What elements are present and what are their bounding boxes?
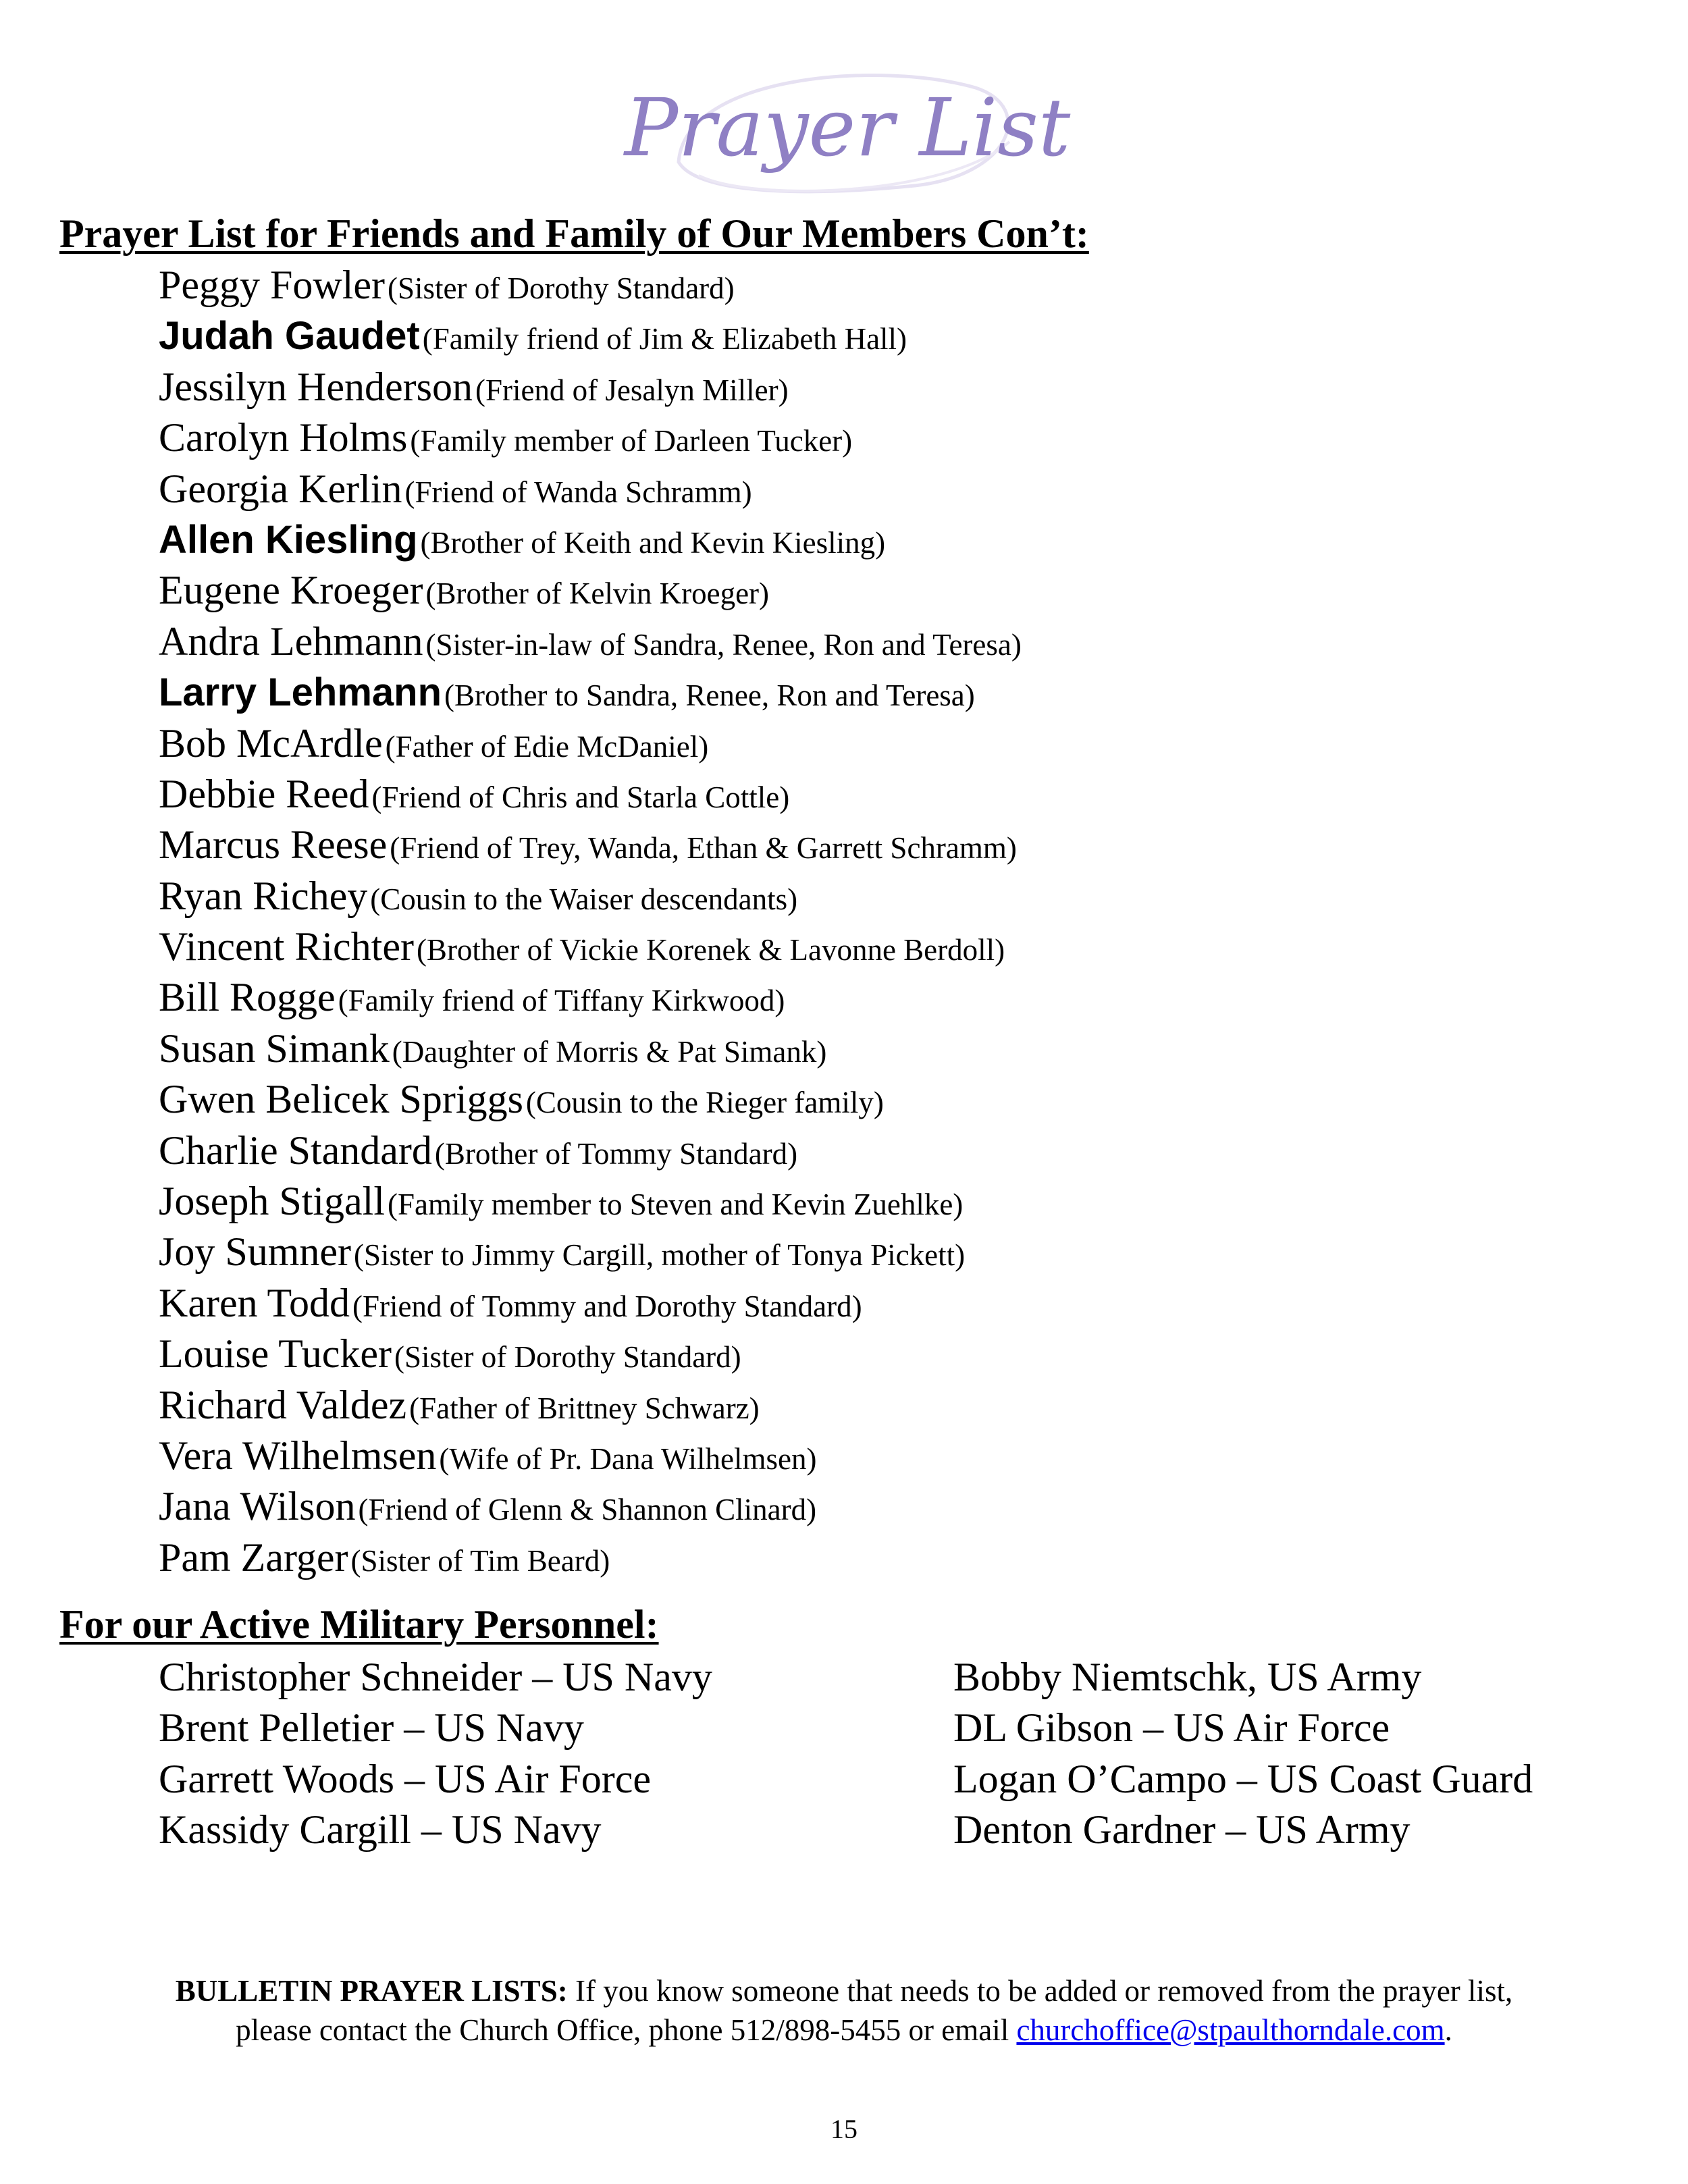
person-name: Richard Valdez (159, 1382, 407, 1427)
person-relation: (Brother of Kelvin Kroeger) (425, 577, 770, 611)
prayer-list-item (159, 565, 1022, 616)
bulletin-text-1: If you know someone that needs to be added or removed from the prayer list, (567, 1974, 1513, 2008)
military-person: Logan O’Campo – US Coast Guard (953, 1756, 1533, 1801)
military-section-heading: For our Active Military Personnel: (59, 1602, 659, 1647)
logo-text: Prayer List (624, 81, 1071, 174)
person-relation: (Friend of Glenn & Shannon Clinard) (358, 1493, 817, 1527)
prayer-list-item (159, 820, 1022, 870)
person-name: Gwen Belicek Spriggs (159, 1077, 523, 1122)
military-person: Brent Pelletier – US Navy (159, 1705, 584, 1751)
prayer-list-item (159, 1533, 1022, 1583)
person-relation: (Sister of Tim Beard) (350, 1543, 610, 1578)
person-relation: (Family member to Steven and Kevin Zuehlke) (388, 1188, 964, 1222)
prayer-list-item (159, 1176, 1022, 1227)
prayer-list-item (159, 922, 1022, 972)
prayer-list-item (159, 1380, 1022, 1431)
page-number: 15 (830, 2114, 858, 2144)
prayer-list-item (159, 871, 1022, 922)
prayer-list-item (159, 718, 1022, 769)
person-name: Marcus Reese (159, 822, 388, 868)
person-relation: (Cousin to the Rieger family) (525, 1086, 884, 1120)
person-name: Bob McArdle (159, 720, 383, 766)
church-office-email-link[interactable]: churchoffice@stpaulthorndale.com (1016, 2013, 1445, 2047)
person-name: Debbie Reed (159, 771, 369, 816)
person-relation: (Family member of Darleen Tucker) (410, 424, 853, 458)
prayer-list-item (159, 1125, 1022, 1176)
person-name: Karen Todd (159, 1280, 350, 1325)
prayer-list-item (159, 616, 1022, 667)
bulletin-label: BULLETIN PRAYER LISTS: (175, 1974, 568, 2008)
person-name: Carolyn Holms (159, 415, 408, 460)
person-relation: (Daughter of Morris & Pat Simank) (392, 1034, 827, 1069)
person-relation: (Brother of Tommy Standard) (434, 1136, 798, 1171)
prayer-list-item (159, 1074, 1022, 1125)
person-name: Vincent Richter (159, 924, 414, 969)
members-prayer-list (159, 260, 1022, 1583)
bulletin-line-1 (0, 1971, 1688, 2010)
military-person: Bobby Niemtschk, US Army (953, 1655, 1422, 1699)
prayer-list-item (159, 412, 1022, 463)
prayer-list-item (159, 1329, 1022, 1379)
person-relation: (Friend of Chris and Starla Cottle) (371, 780, 790, 814)
person-name: Louise Tucker (159, 1331, 392, 1377)
person-relation: (Brother to Sandra, Renee, Ron and Teresa) (444, 678, 975, 713)
prayer-list-item (159, 1481, 1022, 1532)
military-list-left (159, 1652, 712, 1856)
person-name: Jana Wilson (159, 1484, 356, 1529)
person-relation: (Sister to Jimmy Cargill, mother of Tonya Pickett) (354, 1238, 966, 1273)
person-name: Joseph Stigall (159, 1179, 386, 1224)
person-relation: (Friend of Jesalyn Miller) (475, 373, 789, 407)
person-name: Eugene Kroeger (159, 568, 423, 613)
person-name: Vera Wilhelmsen (159, 1433, 437, 1478)
person-relation: (Friend of Tommy and Dorothy Standard) (352, 1289, 862, 1323)
military-person: DL Gibson – US Air Force (953, 1705, 1390, 1751)
person-name: Jessilyn Henderson (159, 364, 473, 409)
person-name: Allen Kiesling (159, 517, 418, 562)
person-name: Bill Rogge (159, 975, 336, 1020)
person-name: Georgia Kerlin (159, 466, 402, 511)
person-relation: (Father of Edie McDaniel) (385, 729, 709, 764)
members-section-heading: Prayer List for Friends and Family of Our Members Con’t: (59, 211, 1089, 256)
person-relation: (Sister of Dorothy Standard) (394, 1340, 741, 1375)
prayer-list-item (159, 769, 1022, 820)
person-name: Ryan Richey (159, 873, 368, 918)
person-name: Peggy Fowler (159, 263, 385, 307)
military-person: Garrett Woods – US Air Force (159, 1756, 651, 1801)
military-person: Denton Gardner – US Army (953, 1807, 1410, 1853)
person-relation: (Friend of Trey, Wanda, Ethan & Garrett Schramm) (390, 831, 1017, 865)
person-name: Judah Gaudet (159, 314, 420, 358)
person-relation: (Brother of Vickie Korenek & Lavonne Berdoll) (416, 933, 1005, 967)
person-relation: (Cousin to the Waiser descendants) (370, 882, 798, 916)
person-name: Pam Zarger (159, 1535, 348, 1580)
military-person: Christopher Schneider – US Navy (159, 1655, 712, 1699)
military-list-right (953, 1652, 1533, 1856)
prayer-list-item (159, 667, 1022, 718)
person-name: Susan Simank (159, 1026, 390, 1071)
person-name: Andra Lehmann (159, 618, 423, 664)
person-name: Larry Lehmann (159, 670, 442, 715)
person-relation: (Sister of Dorothy Standard) (387, 271, 735, 305)
bulletin-notice (0, 1971, 1688, 2050)
prayer-list-item (159, 972, 1022, 1023)
prayer-list-item (159, 1227, 1022, 1277)
person-relation: (Friend of Wanda Schramm) (404, 475, 752, 509)
military-person: Kassidy Cargill – US Navy (159, 1807, 602, 1853)
person-relation: (Family friend of Tiffany Kirkwood) (338, 984, 785, 1018)
prayer-list-item (159, 1023, 1022, 1074)
prayer-list-item (159, 1278, 1022, 1329)
prayer-list-item (159, 464, 1022, 514)
person-relation: (Wife of Pr. Dana Wilhelmsen) (439, 1441, 817, 1476)
person-relation: (Sister-in-law of Sandra, Renee, Ron and Teresa) (425, 627, 1022, 662)
bulletin-text-2: please contact the Church Office, phone 512/898-5455 or email (236, 2013, 1017, 2047)
prayer-list-item (159, 1431, 1022, 1481)
prayer-list-item (159, 260, 1022, 311)
bulletin-line-2 (0, 2010, 1688, 2050)
prayer-list-item (159, 311, 1022, 361)
person-relation: (Father of Brittney Schwarz) (409, 1391, 760, 1425)
person-relation: (Brother of Keith and Kevin Kiesling) (420, 525, 886, 560)
prayer-list-item (159, 362, 1022, 412)
bulletin-trailing: . (1444, 2013, 1452, 2047)
prayer-list-logo (624, 61, 1071, 206)
person-name: Charlie Standard (159, 1127, 432, 1173)
prayer-list-item (159, 514, 1022, 565)
person-relation: (Family friend of Jim & Elizabeth Hall) (422, 322, 907, 356)
person-name: Joy Sumner (159, 1229, 351, 1275)
